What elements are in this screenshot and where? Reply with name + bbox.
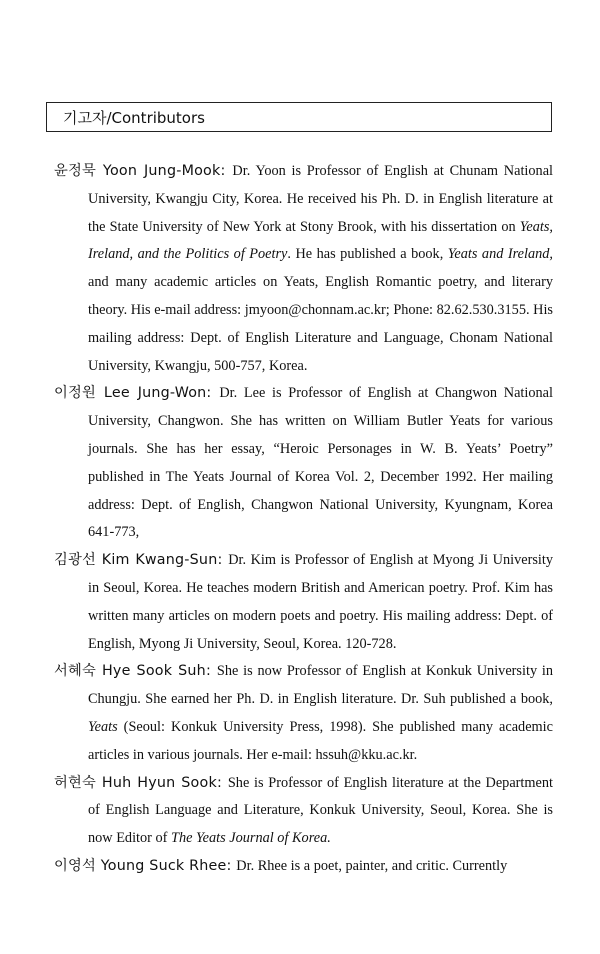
italic-title-text: Yeats: [88, 718, 118, 735]
bio-text: . He has published a book,: [287, 246, 448, 263]
contributor-entry: [54, 158, 553, 380]
name-separator: :: [206, 385, 220, 402]
contributor-name: 허현숙 Huh Hyun Sook: [54, 774, 217, 791]
name-separator: :: [216, 774, 228, 791]
contributor-name: 서혜숙 Hye Sook Suh: [54, 663, 206, 680]
name-separator: :: [226, 857, 237, 874]
contributor-entry: [54, 380, 553, 547]
bio-text: She is now Professor of English at Konkuk University in Chungju. She earned her Ph. D. in English literature. Dr. Suh published a book,: [88, 663, 553, 708]
italic-title-text: The Yeats Journal of Korea.: [171, 830, 331, 847]
contributor-name: 윤정묵 Yoon Jung-Mook: [54, 163, 221, 179]
contributor-entry: [54, 547, 553, 658]
bio-text: She is Professor of English literature at the Department of English Language and Literature, Konkuk University, Seoul, Korea. She is now Editor of: [88, 774, 553, 847]
bio-text: Dr. Kim is Professor of English at Myong Ji University in Seoul, Korea. He teaches modern British and American poetry. Prof. Kim has written many articles on modern poets and poetry. His mailing address: Dept. of English, Myong Ji University, Seoul, Korea. 120-728.: [88, 552, 553, 652]
bio-text: Dr. Lee is Professor of English at Changwon National University, Changwon. She has written on William Butler Yeats for various journals. She has her essay, “Heroic Personages in W. B. Yeats’ Poetry” published in The Yeats Journal of Korea Vol. 2, December 1992. Her mailing address: Dept. of English, Changwon National University, Kyungnam, Korea 641-773,: [88, 385, 553, 541]
bio-text: (Seoul: Konkuk University Press, 1998). She published many academic articles in various journals. Her e-mail: hssuh@kku.ac.kr.: [88, 718, 553, 763]
contributor-name: 이정원 Lee Jung-Won: [54, 385, 207, 402]
section-header: [46, 102, 552, 132]
section-title: 기고자/Contributors: [63, 109, 205, 127]
bio-text: Dr. Rhee is a poet, painter, and critic. Currently: [236, 857, 508, 874]
contributor-name: 이영석 Young Suck Rhee: [54, 857, 227, 874]
italic-title-text: Yeats, Ireland, and the Politics of Poetry: [88, 218, 553, 263]
contributor-entry: [54, 658, 553, 769]
contributors-list: [54, 158, 553, 881]
name-separator: :: [220, 163, 233, 179]
name-separator: :: [205, 663, 217, 680]
contributor-name: 김광선 Kim Kwang-Sun: [54, 552, 218, 569]
name-separator: :: [217, 552, 229, 569]
bio-text: Dr. Yoon is Professor of English at Chunam National University, Kwangju City, Korea. He received his Ph. D. in English literature at the State University of New York at Stony Brook, with his dissertation on: [88, 163, 554, 235]
contributor-entry: [54, 853, 553, 881]
bio-text: and many academic articles on Yeats, English Romantic poetry, and literary theory. His e-mail address: jmyoon@chonnam.ac.kr; Phone: 82.62.530.3155. His mailing address: Dept. of English Literature and Language, Chonam National University, Kwangju, 500-757, Korea.: [88, 274, 553, 374]
italic-title-text: Yeats and Ireland,: [447, 246, 553, 263]
contributor-entry: [54, 770, 553, 853]
